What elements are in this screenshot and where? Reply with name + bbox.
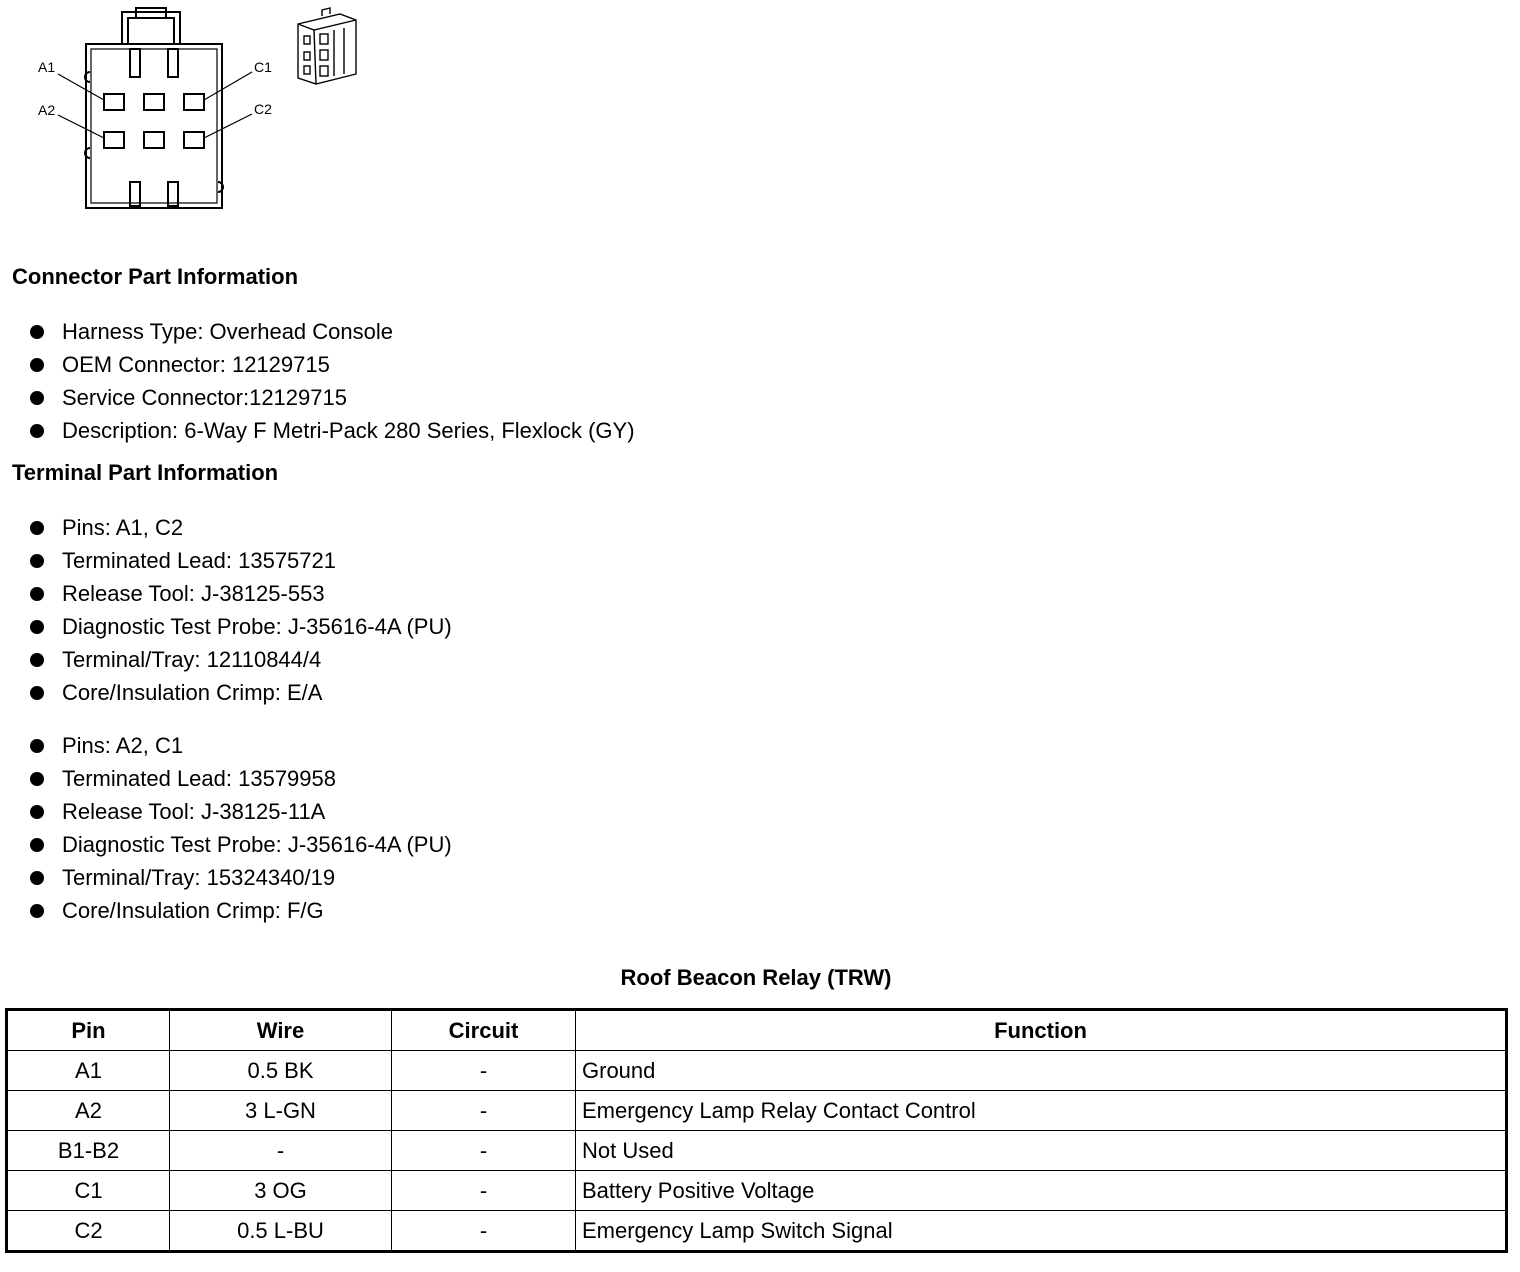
cell-wire: 3 OG xyxy=(170,1171,392,1211)
list-item: Description: 6-Way F Metri-Pack 280 Series, Flexlock (GY) xyxy=(26,414,635,447)
cell-circuit: - xyxy=(392,1171,576,1211)
list-item: Core/Insulation Crimp: F/G xyxy=(26,894,452,927)
list-item: Pins: A1, C2 xyxy=(26,511,452,544)
cavity-b2 xyxy=(144,132,164,148)
list-item: Pins: A2, C1 xyxy=(26,729,452,762)
terminal-group-1-list xyxy=(26,511,452,709)
cavity-b1 xyxy=(144,94,164,110)
table-row xyxy=(7,1051,1507,1091)
list-item: Terminal/Tray: 12110844/4 xyxy=(26,643,452,676)
connector-body xyxy=(86,44,222,208)
list-item: Release Tool: J-38125-11A xyxy=(26,795,452,828)
header-circuit: Circuit xyxy=(392,1010,576,1051)
terminal-group-2-list xyxy=(26,729,452,927)
list-item: Terminated Lead: 13575721 xyxy=(26,544,452,577)
cell-wire: 3 L-GN xyxy=(170,1091,392,1131)
list-item: Core/Insulation Crimp: E/A xyxy=(26,676,452,709)
cell-pin: C1 xyxy=(7,1171,170,1211)
cell-circuit: - xyxy=(392,1091,576,1131)
list-item: Diagnostic Test Probe: J-35616-4A (PU) xyxy=(26,610,452,643)
connector-diagram xyxy=(0,0,380,220)
cell-circuit: - xyxy=(392,1211,576,1252)
list-item: Diagnostic Test Probe: J-35616-4A (PU) xyxy=(26,828,452,861)
label-a1: A1 xyxy=(38,59,56,75)
terminal-info-heading: Terminal Part Information xyxy=(12,460,279,485)
cell-circuit: - xyxy=(392,1131,576,1171)
cell-pin: A2 xyxy=(7,1091,170,1131)
cell-circuit: - xyxy=(392,1051,576,1091)
list-item: Harness Type: Overhead Console xyxy=(26,315,635,348)
table-row xyxy=(7,1131,1507,1171)
list-item: Terminal/Tray: 15324340/19 xyxy=(26,861,452,894)
cell-wire: 0.5 BK xyxy=(170,1051,392,1091)
list-item: Service Connector:12129715 xyxy=(26,381,635,414)
cell-function: Battery Positive Voltage xyxy=(576,1171,1507,1211)
table-header-row xyxy=(7,1010,1507,1051)
cavity-a1 xyxy=(104,94,124,110)
connector-info-list xyxy=(26,315,635,447)
cell-pin: A1 xyxy=(7,1051,170,1091)
connector-latch xyxy=(122,12,180,44)
cell-pin: C2 xyxy=(7,1211,170,1252)
list-item: Terminated Lead: 13579958 xyxy=(26,762,452,795)
cell-function: Emergency Lamp Switch Signal xyxy=(576,1211,1507,1252)
cell-function: Not Used xyxy=(576,1131,1507,1171)
connector-info-heading: Connector Part Information xyxy=(12,264,299,289)
cavity-c1 xyxy=(184,94,204,110)
table-title: Roof Beacon Relay (TRW) xyxy=(620,965,892,990)
cavity-c2 xyxy=(184,132,204,148)
header-pin: Pin xyxy=(7,1010,170,1051)
cell-function: Ground xyxy=(576,1051,1507,1091)
header-wire: Wire xyxy=(170,1010,392,1051)
pin-table xyxy=(5,1008,1508,1253)
connector-thumbnail xyxy=(298,8,356,84)
cavity-a2 xyxy=(104,132,124,148)
cell-function: Emergency Lamp Relay Contact Control xyxy=(576,1091,1507,1131)
label-a2: A2 xyxy=(38,102,56,118)
table-row xyxy=(7,1171,1507,1211)
label-c1: C1 xyxy=(254,59,272,75)
cell-wire: 0.5 L-BU xyxy=(170,1211,392,1252)
list-item: OEM Connector: 12129715 xyxy=(26,348,635,381)
table-row xyxy=(7,1091,1507,1131)
cell-pin: B1-B2 xyxy=(7,1131,170,1171)
header-function: Function xyxy=(576,1010,1507,1051)
table-row xyxy=(7,1211,1507,1252)
cell-wire: - xyxy=(170,1131,392,1171)
list-item: Release Tool: J-38125-553 xyxy=(26,577,452,610)
label-c2: C2 xyxy=(254,101,272,117)
